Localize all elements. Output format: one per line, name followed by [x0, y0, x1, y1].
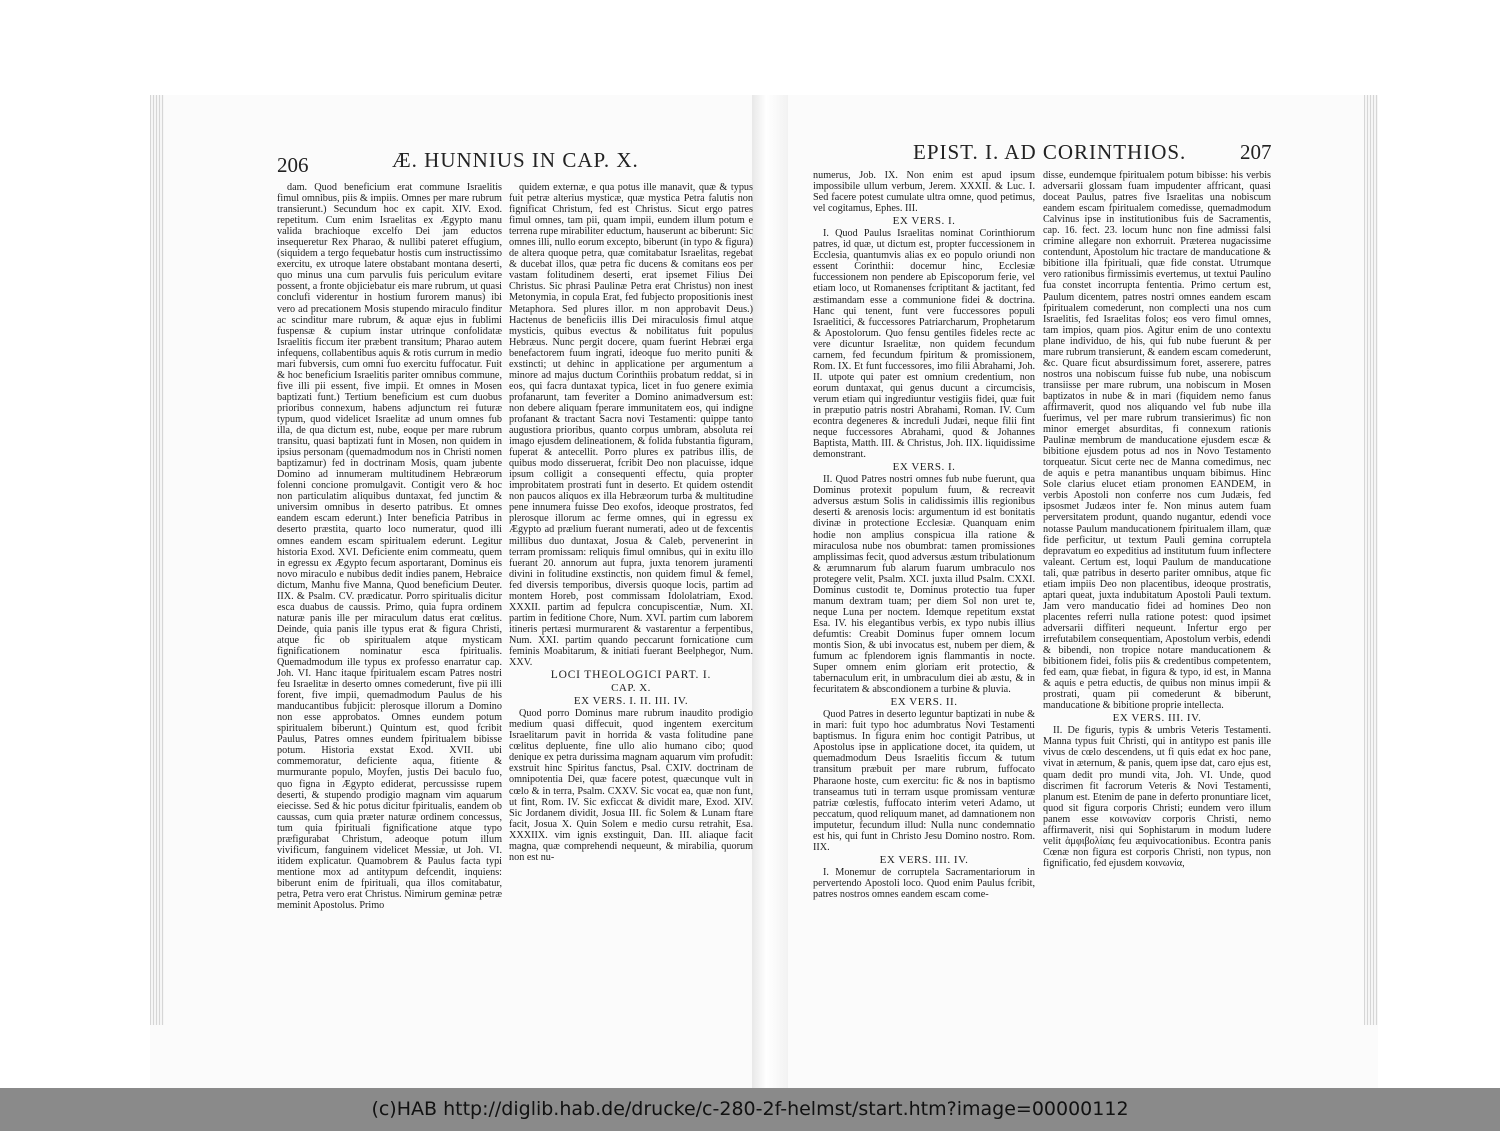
left-page-number: 206	[277, 153, 309, 177]
left-page-column-2	[509, 182, 753, 990]
verse-heading: EX VERS. I.	[892, 461, 956, 474]
book-spine	[752, 95, 788, 1088]
right-page-edge	[1364, 95, 1378, 1025]
right-running-head: EPIST. I. AD CORINTHIOS.	[913, 140, 1187, 164]
text-block: I. Quod Paulus Israelitas nominat Corinthiorum patres, id quæ, ut dictum est, propter fuccessionem in Ecclesia, quantumvis alias ex eo populo oriundi non essent Corinthii: docemur hinc, Ecclesiæ fuccessionem non pendere ab Episcoporum ferie, vel etiam loco, ut Romanenses fcriptitant & jactitant, fed æstimandam esse a communione fidei & doctrina. Hanc qui tenent, funt vere fuccessores populi Israelitici, & fuccessores Patriarcharum, Prophetarum & Apostolorum. Quo fensu gentiles fideles recte ac vere dicuntur Israelitæ, non quidem fecundum carnem, fed fecundum fpiritum & promissionem, Rom. IX. Et funt fuccessores, imo filii Abrahami, Joh. II. utpote qui pater est omnium credentium, non eorum duntaxat, qui genus ducunt a circumcisis, verum etiam qui ingrediuntur vestigiis fidei, quæ fuit in præputio patris nostri Abrahami, Roman. IV. Cum econtra degeneres & increduli Judæi, neque filii fint neque fuccessores Abrahami, quod & Johannes Baptista, Matth. III. & Christus, Joh. IIX. liquidissime demonstrant.	[813, 228, 1035, 461]
verse-heading: EX VERS. II.	[890, 696, 958, 709]
text-block: dam. Quod beneficium erat commune Israelitis fimul omnibus, piis & impiis. Omnes per mare rubrum transierunt.) Secundum hoc ex capit. XIV. Exod. repetitum. Cum enim Israelitas ex Ægypto manu valida brachioque excelfo Dei jam eductos insequeretur Rex Pharao, & nullibi pateret effugium, (siquidem a tergo fequebatur hostis cum instructissimo exercitu, ex utroque latere obstabant montana deserti, quo minus una cum parvulis fuis periculum evitare possent, a fronte objiciebatur eis mare rubrum, ut quasi conclufi viderentur in hostium furorem manus) ibi vero ad precationem Mosis stupendo miraculo finditur ac scinditur mare rubrum, & aquæ ejus in fublimi fuspensæ & cupium instar utrinque confolidatæ Israelitis ficcum iter præbent transitum; Pharao autem infequens, collabentibus aquis & rotis currum in medio mari fubversis, cum omni fuo exercitu fuffocatur. Fuit & hoc beneficium Israelitis pariter omnibus commune, five illi pii essent, five impii. Et omnes in Mosen baptizati funt.) Tertium beneficium est cum duobus prioribus connexum, habens adjunctum rei futuræ typum, quod videlicet Israelitæ ad unum omnes fub illa, de qua dictum est, nube, eoque per mare rubrum transitu, quasi baptizati funt in Mosen, non quidem in ipsius personam (quemadmodum nos in Christi nomen baptizamur) fed in doctrinam Mosis, quam jubente Domino ad innumeram multitudinem Hebræorum folenni concione promulgavit. Contigit vero & hoc non particulatim aliquibus duntaxat, fed junctim & universim omnibus in deserto patribus. Et omnes eandem escam ederunt.) Inter beneficia Patribus in deserto præstita, quarto loco numeratur, quod illi omnes eandem escam spiritualem ederunt. Legitur historia Exod. XVI. Deficiente enim commeatu, quem in egressu ex Ægypto fecum asportarant, Dominus eis novo miraculo e nubibus dedit indies panem, Hebraice dictum, Manhu five Manna, Quod beneficium Deuter. IIX. & Psalm. CV. prædicatur. Porro spiritualis dicitur esca duabus de caussis. Primo, quia fupra ordinem naturæ panis ille per miraculum datus erat cœlitus. Deinde, quia panis ille typus erat & figura Christi, atque fic ob spiritualem atque mysticam fignificationem nominatur esca fpiritualis. Quemadmodum ille typus ex professo enarratur cap. Joh. VI. Hanc itaque fpiritualem escam Patres nostri feu Israelitæ in deserto omnes comederunt, five pii illi forent, five impii, quemadmodum Paulus de his manducantibus fubjicit: plerosque illorum a Domino non esse approbatos. Omnes eundem potum spiritualem biberunt.) Quintum est, quod fcribit Paulus, Patres omnes eundem fpiritualem bibisse potum. Historia exstat Exod. XVII. ubi commemoratur, deficiente aqua, fitiente & murmurante populo, Moyfen, justis Dei baculo fuo, quo figna in Ægypto ediderat, percussisse rupem deserti, & stupendo prodigio magnam vim aquarum eiecisse. Sed & hic potus dicitur fpiritualis, eandem ob caussas, cum quia præter naturæ ordinem concessus, tum quia fpirituali fignificatione atque typo præfigurabat Christum, adeoque potum illum vivificum, fanguinem videlicet Messiæ, ut Joh. VI. itidem explicatur. Quamobrem & Paulus facta typi mentione mox ad antitypum defcendit, inquiens: biberunt enim de fpirituali, qua illos comitabatur, petra, Petra vero erat Christus. Nimirum geminæ petræ meminit Apostolus. Primo	[277, 182, 502, 912]
left-page-column-1	[277, 182, 502, 972]
left-running-head: Æ. HUNNIUS IN CAP. X.	[392, 148, 639, 172]
text-block: I. Monemur de corruptela Sacramentariorum in pervertendo Apostoli loco. Quod enim Paulus fcribit, patres nostros omnes eandem escam come-	[813, 866, 1035, 900]
text-block: Quod Patres in deserto leguntur baptizati in nube & in mari: fuit typo hoc adumbratus Novi Testamenti baptismus. In figura enim hoc contigit Patribus, ut Apostolus ipse in applicatione docet, ita quidem, ut quemadmodum Deus Israelitis ficcum & tutum transitum præbuit per mare rubrum, fuffocato Pharaone hoste, cum exercitu: fic & nos in baptismo transeamus tuti in terram usque promissam venturæ patriæ cœlestis, fuffocato interim veteri Adamo, ut peccatum, quod reliquum manet, ad damnationem non imputetur, fecundum illud: Nulla nunc condemnatio est his, qui funt in Christo Jesu Domino nostro. Rom. IIX.	[813, 709, 1035, 853]
text-block: II. De figuris, typis & umbris Veteris Testamenti. Manna typus fuit Christi, qui in antitypo est panis ille vivus de cœlo descendens, ut fi quis edat ex hoc pane, vivat in æternum, & panis, quem ipse dat, caro ejus est, quam dedit pro mundi vita, Joh. VI. Unde, quod discrimen fit facrorum Veteris & Novi Testamenti, planum est. Etenim de pane in deferto pronuntiare licet, quod sit figura corporis Christi; eundem vero illum panem esse κοινωνίαν corporis Christi, nemo affirmaverit, nisi qui Sophistarum in modum ludere velit ἀμφιβολίαις feu æquivocationibus. Econtra panis Cœnæ non figura est corporis Christi, non typus, non fignificatio, fed ejusdem κοινωνία,	[1043, 725, 1271, 869]
text-block: Quod porro Dominus mare rubrum inaudito prodigio medium quasi diffecuit, quod ingentem exercitum Israelitarum pavit in horrida & vasta folitudine pane cœlitus depluente, fine ullo alio humano cibo; quod denique ex petra durissima magnam aquarum vim profudit: exstruit hinc Spiritus fanctus, Psal. CXIV. doctrinam de omnipotentia Dei, quæ facere potest, quæcunque vult in cœlo & in terra, Psalm. CXXV. Sic vocat ea, quæ non funt, ut fint, Rom. IV. Sic exficcat & dividit mare, Exod. XIV. Sic Jordanem dividit, Josua III. fic Solem & Lunam ftare facit, Josua X. Quin Solem e medio cursu retrahit, Esa. XXXIIX. vim ignis exstinguit, Dan. III. aliaque facit magna, quæ comprehendi nequeunt, & mirabilia, quorum non est nu-	[509, 708, 753, 863]
text-block: II. Quod Patres nostri omnes fub nube fuerunt, qua Dominus protexit populum fuum, & recreavit adversus æstum Solis in calidissimis illis regionibus deserti & arenosis locis: argumentum id est bonitatis divinæ in protectione Ecclesiæ. Quanquam enim hodie non amplius conspicua illa ratione & miraculosa nube nos obumbrat: tamen promissiones amplissimas fecit, quod adversus æstum tribulationum & ærumnarum fub alarum fuarum umbraculo nos protegere velit, Psalm. XCI. juxta illud Psalm. CXXI. Dominus custodit te, Dominus protectio tua fuper manum dextram tuam; per diem Sol non uret te, neque Luna per noctem. Idemque repetitum exstat Esa. IV. his elegantibus verbis, ex typo nubis illius defumtis: Creabit Dominus fuper omnem locum montis Sion, & ubi invocatus est, nubem per diem, & fumum ac fplendorem ignis flammantis in nocte. Super omnem enim gloriam erit protectio, & tabernaculum erit, in umbraculum diei ab æstu, & in fecuritatem & abscondionem a turbine & pluvia.	[813, 474, 1035, 696]
right-page-column-2	[1043, 170, 1271, 990]
right-page-column-1	[813, 170, 1035, 990]
text-block: quidem externæ, e qua potus ille manavit, quæ & typus fuit petræ alterius mysticæ, quæ mystica Petra falutis non fignificat Christum, fed est Christus. Sicut ergo patres fimul omnes, tam pii, quam impii, eundem illum potum e terrena rupe mirabiliter eductum, hauserunt ac biberunt: Sic omnes illi, nullo eorum excepto, biberunt (in typo & figura) de altera quoque petra, quæ comitabatur Israelitas, regebat & ducebat illos, quæ petra fic ducens & comitans eos per vastam folitudinem deserti, erat ipsemet Filius Dei Christus. Sic phrasi Paulinæ Petra erat Christus) non inest Metonymia, in copula Erat, fed fubjecto propositionis inest Metaphora. Sed plures illor. m non approbavit Deus.) Hactenus de beneficiis illis Dei miraculosis fimul atque mysticis, quibus evectus & nobilitatus fuit populus Hebræus. Nunc pergit docere, quam fuerint Hebræi erga benefactorem fuum ingrati, ideoque fuo merito puniti & exstincti; ut dehinc in applicatione per argumentum a minore ad majus ductum Corinthiis probatum reddat, si in eos, qui facra duntaxat typica, licet in fuo genere eximia profanarunt, tam feveriter a Domino animadversum est: non debere aliquam fperare immunitatem eos, qui indigne profanant & tractant Sacra novi Testamenti: quippe tanto augustiora prioribus, quanto corpus umbram, absoluta rei imago ejusdem delineationem, & folida fubstantia figuram, fuperat & antecellit. Porro plures ex patribus illis, de quibus modo disseruerat, fcribit Deo non placuisse, idque ipsum colligit a consequenti effectu, quia propter improbitatem prostrati funt in deserto. Et quidem ostendit non paucos aliquos ex illa Hebræorum turba & multitudine pene innumera fuisse Deo exofos, ideoque prostratos, fed plerosque illorum ac ferme omnes, qui in egressu ex Ægypto ad prælium fuerant numerati, adeo ut de fexcentis millibus duo duntaxat, Josua & Caleb, pervenerint in terram promissam: reliquis fimul omnibus, qui in exitu illo fuerant 20. annorum aut fupra, juxta tenorem juramenti divini in folitudine exstinctis, non quidem fimul & femel, fed diversis temporibus, diversis quoque locis, partim ad montem Horeb, post commissam Idololatriam, Exod. XXXII. partim ad fepulcra concupiscentiæ, Num. XI. partim in feditione Chore, Num. XVI. partim cum laborem itineris pertæsi murmurarent & vastarentur a ferpentibus, Num. XXI. partim quando peccarunt fornicatione cum feminis Moabitarum, & initiati fuerant Beelphegor, Num. XXV.	[509, 182, 753, 669]
section-heading: LOCI THEOLOGICI PART. I.	[550, 669, 712, 682]
verse-heading: EX VERS. I. II. III. IV.	[573, 695, 689, 708]
chapter-heading: CAP. X.	[611, 682, 651, 695]
right-page-number: 207	[1240, 140, 1272, 164]
text-block: numerus, Job. IX. Non enim est apud ipsum impossibile ullum verbum, Jerem. XXXII. & Luc. I. Sed facere potest cumulate ultra omne, quod petimus, vel cogitamus, Ephes. III.	[813, 170, 1035, 215]
verse-heading: EX VERS. I.	[892, 215, 956, 228]
left-page-edge	[150, 95, 164, 1025]
verse-heading: EX VERS. III. IV.	[879, 853, 969, 866]
text-block: disse, eundemque fpiritualem potum bibisse: his verbis adversarii glossam fuam impudenter affricant, quasi doceat Paulus, patres five Israelitas una nobiscum eandem escam fpiritualem comedisse, quemadmodum Calvinus ipse in institutionibus fuis de Sacramentis, cap. 16. fect. 23. locum hunc non fine admissi falsi crimine allegare non exhorruit. Præterea nugacissime contendunt, Apostolum hic tractare de manducatione & bibitione illa fpirituali, quæ fide constat. Utrumque vero rationibus firmissimis evertemus, ut textui Paulino fua constet incorrupta fententia. Primo certum est, Paulum dicentem, patres nostri omnes eandem escam fpiritualem comederunt, non complecti una nos cum Israelitis, fed Israelitas folos; eos vero fimul omnes, tam impios, quam pios. Agitur enim de uno contextu plane individuo, de his, qui fub nube fuerunt & per mare rubrum transierunt, & eandem escam comederunt, &c. Quare ficut absurdissimum foret, asserere, patres nostros una nobiscum fuisse fub nube, una nobiscum transiisse per mare rubrum, una nobiscum in Mosen baptizatos in nube & in mari (fiquidem nemo fanus affirmaverit, quod nos aliquando vel fub nube illa fuerimus, vel per mare rubrum transierimus) fic non minor emerget absurditas, fi connexum rationis Paulinæ membrum de manducatione ejusdem escæ & bibitione ejusdem potus ad nos in Novo Testamento torqueatur. Sicut certe nec de Manna comedimus, nec de aquis e petra manantibus unquam bibimus. Hinc Sole clarius elucet etiam pronomen EANDEM, in verbis Apostoli non conferre nos cum Judæis, fed ipsosmet Judæos inter fe. Non minus autem fuam perversitatem produnt, quando nugantur, edendi voce notasse Paulum manducationem fpiritualem illam, quæ fide perficitur, ut textum Pauli gemina corruptela depravatum eo expeditius ad institutum fuum inflectere valeant. Certum est, loqui Paulum de manducatione tali, quæ patribus in deserto pariter omnibus, atque fic etiam impiis Deo non placentibus, ideoque prostratis, aptari queat, juxta indubitatum Apostoli Pauli textum. Jam vero manducatio fidei ad homines Deo non placentes referri nulla ratione potest: quod ipsimet adversarii diffiteri nequeunt. Infertur ergo per irrefutabilem consequentiam, Apostolum verbis, edendi & bibendi, non tropice notare manducationem & bibitionem fidei, folis piis & credentibus competentem, fed eam, quæ fiebat, in figura & typo, id est, in Manna & aquis e petra eductis, de quibus non minus impii & prostrati, quam pii comederunt & biberunt, manducatione & bibitione proprie intellecta.	[1043, 170, 1271, 712]
verse-heading: EX VERS. III. IV.	[1112, 712, 1202, 725]
copyright-footer: (c)HAB http://diglib.hab.de/drucke/c-280-2f-helmst/start.htm?image=00000112	[0, 1088, 1500, 1131]
